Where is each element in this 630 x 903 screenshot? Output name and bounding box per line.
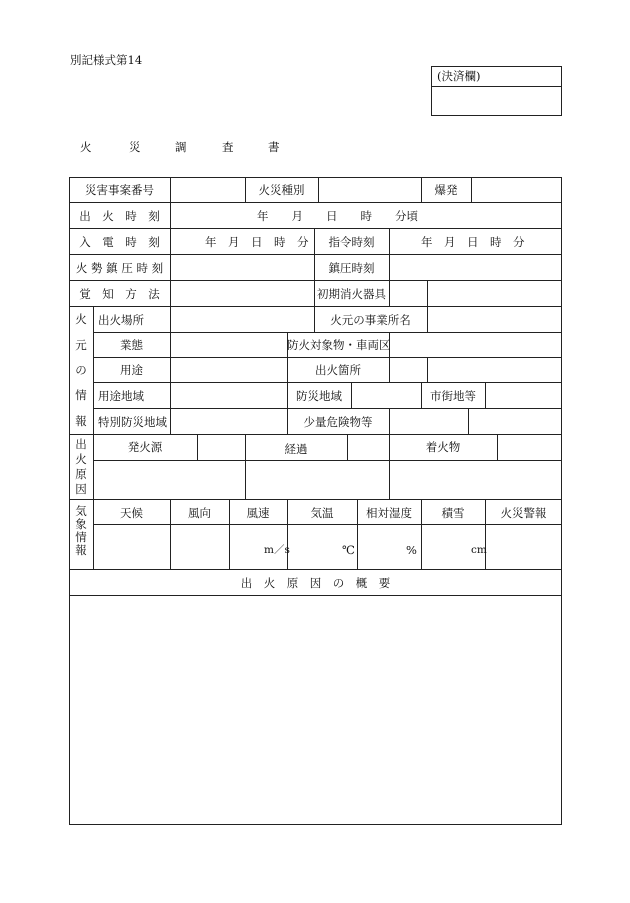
humidity-unit: %: [406, 543, 417, 557]
form-number: 別記様式第14: [70, 53, 143, 67]
cause-side-label-char: 火: [75, 452, 87, 466]
approval-label: (決済欄): [437, 69, 481, 83]
label-business-name: 火元の事業所名: [330, 313, 411, 327]
label-entry-time: 入 電 時 刻: [79, 235, 160, 249]
weather-col-header: 火災警報: [500, 506, 547, 520]
wind-speed-unit: m／s: [264, 544, 290, 556]
weather-side-label-char: 情: [75, 530, 87, 544]
label-explosion: 爆発: [434, 183, 458, 197]
label-ignition-source: 発火源: [127, 440, 163, 454]
weather-col-header: 天候: [120, 506, 143, 520]
label-process: 経過: [284, 442, 308, 456]
cause-side-label-char: 出: [75, 437, 87, 451]
label-usage: 用途: [120, 363, 143, 377]
origin-side-label-char: 報: [75, 414, 87, 428]
label-fire-type: 火災種別: [258, 183, 305, 197]
label-urban-area: 市街地等: [430, 389, 476, 403]
weather-col-header: 気温: [310, 506, 334, 520]
cause-side-label-char: 原: [75, 467, 87, 481]
title-char: 調: [175, 140, 187, 154]
title-char: 書: [268, 140, 280, 154]
label-special-zone: 特別防災地域: [98, 415, 167, 429]
label-outbreak-time: 出 火 時 刻: [79, 209, 160, 223]
title-char: 火: [80, 140, 92, 154]
label-fire-target: 防火対象物・車両区: [287, 338, 391, 352]
origin-side-label-char: 火: [75, 312, 87, 326]
label-incident-number: 災害事案番号: [85, 183, 154, 197]
fire-investigation-form: [69, 177, 562, 825]
summary-title: 出 火 原 因 の 概 要: [240, 576, 391, 590]
label-suppression-time: 火 勢 鎮 圧 時 刻: [75, 261, 164, 275]
origin-side-label-char: 元: [75, 338, 87, 352]
title-char: 災: [129, 140, 141, 154]
label-disaster-zone: 防災地域: [296, 389, 342, 403]
label-extinguish-time: 鎮圧時刻: [328, 261, 375, 275]
dispatch-time-value: 年 月 日 時 分: [421, 235, 525, 249]
label-place: 出火場所: [98, 313, 144, 327]
entry-time-value: 年 月 日 時 分: [205, 235, 309, 249]
weather-side-label-char: 気: [75, 504, 87, 518]
weather-col-header: 風向: [188, 506, 211, 520]
weather-col-header: 積雪: [441, 506, 465, 520]
snow-unit: cm: [471, 544, 487, 556]
label-business-type: 業態: [120, 338, 143, 352]
approval-box: [431, 66, 562, 116]
origin-side-label-char: の: [75, 363, 87, 377]
temperature-unit: ℃: [342, 543, 355, 557]
origin-side-label-char: 情: [75, 388, 87, 402]
title-char: 査: [222, 140, 234, 154]
weather-side-label-char: 象: [75, 517, 87, 531]
weather-col-header: 風速: [246, 506, 270, 520]
cause-side-label-char: 因: [75, 482, 87, 496]
label-initial-extinguisher: 初期消火器具: [317, 287, 386, 301]
weather-col-header: 相対湿度: [366, 506, 412, 520]
label-detection-method: 覚 知 方 法: [79, 287, 160, 301]
label-first-ignited: 着火物: [425, 440, 461, 454]
label-fire-location: 出火箇所: [315, 363, 361, 377]
weather-side-label-char: 報: [75, 543, 87, 557]
label-dispatch-time: 指令時刻: [328, 235, 375, 249]
label-usage-zone: 用途地域: [98, 389, 144, 403]
label-hazardous: 少量危険物等: [303, 415, 373, 429]
outbreak-time-value: 年 月 日 時 分頃: [257, 209, 418, 223]
